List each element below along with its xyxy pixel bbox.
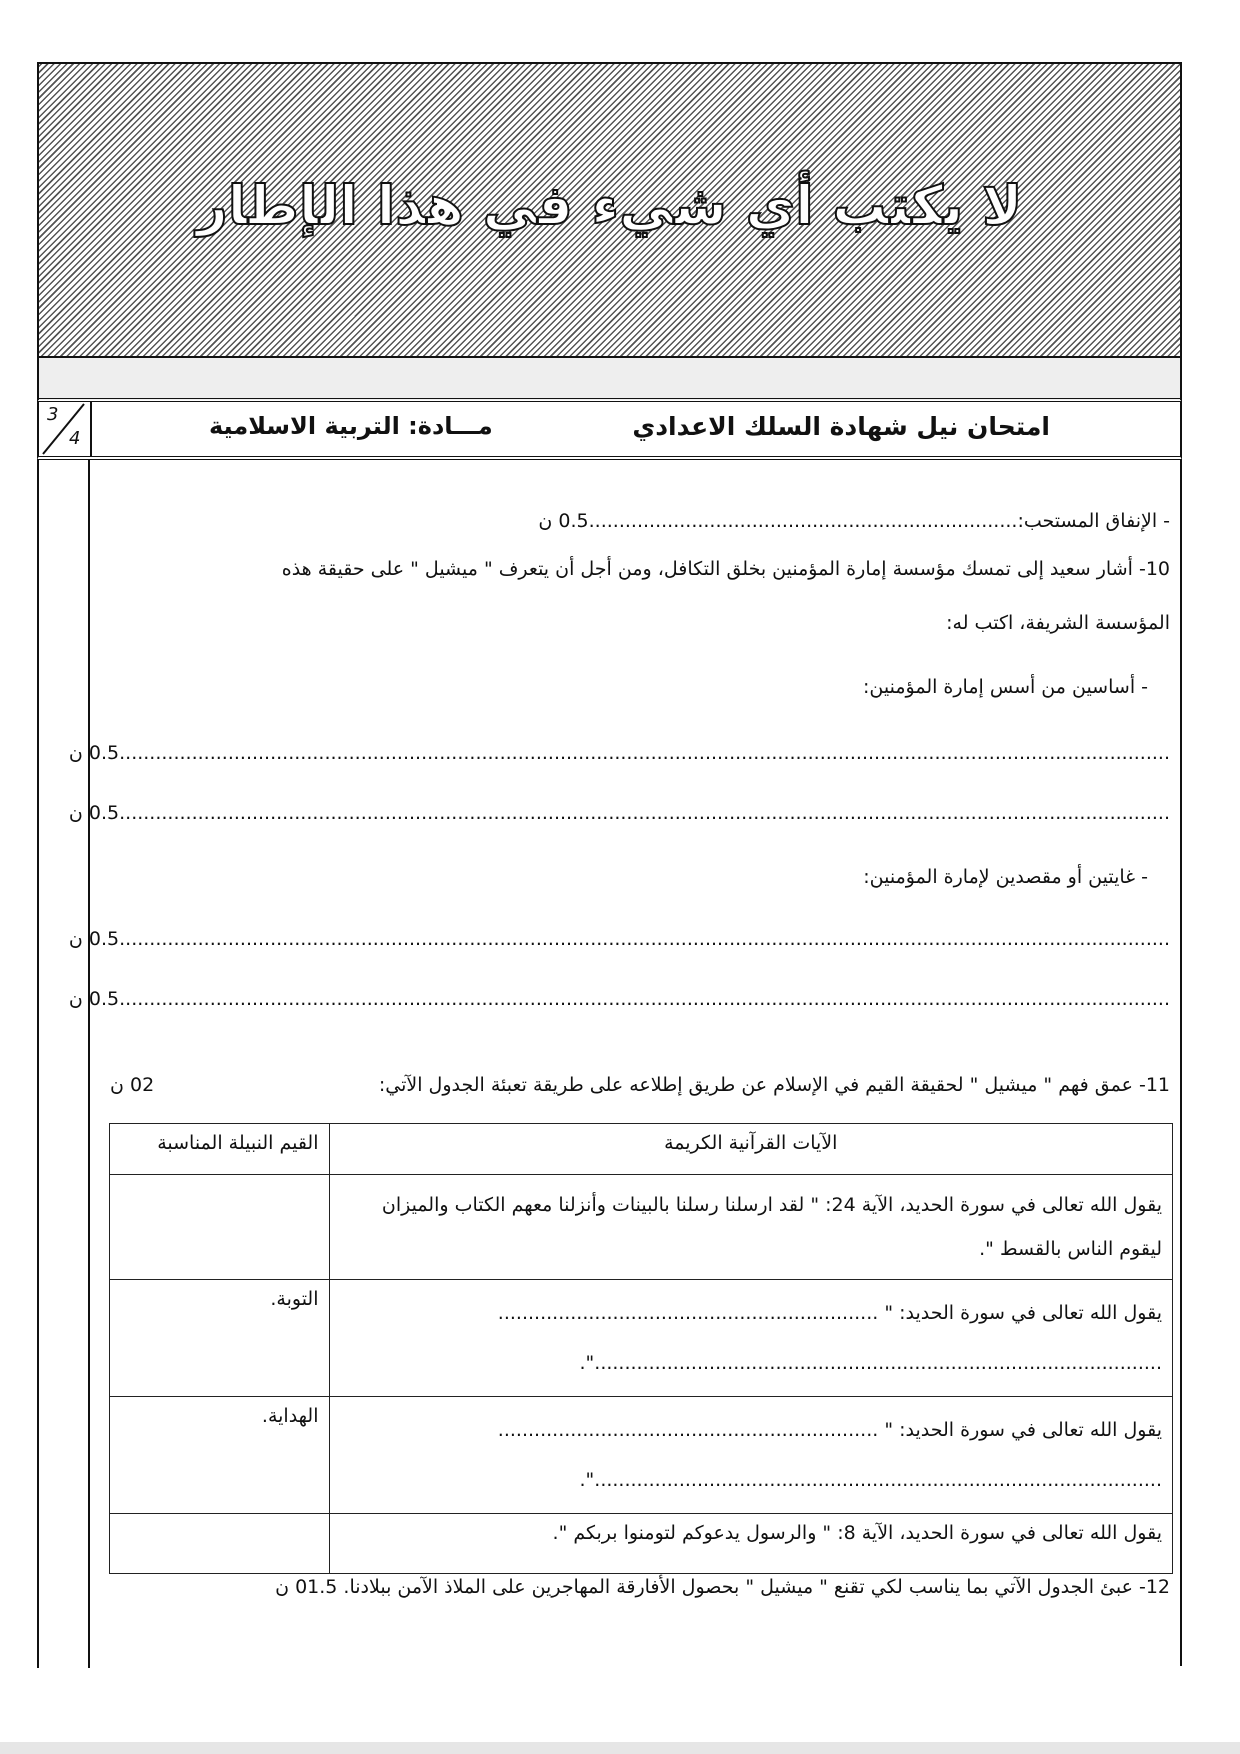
page-number: 3 [47,404,59,425]
exam-header [37,398,1182,460]
question-11: 11- عمق فهم " ميشيل " لحقيقة القيم في الإسلام عن طريق إطلاعه على طريقة تعبئة الجدول الآتي: [378,1074,1170,1096]
verse-cell[interactable]: يقول الله تعالى في سورة الحديد: " ............................................................... ..............................................................................................". [329,1280,1173,1397]
exam-subject: مـــادة: التربية الاسلامية [209,412,493,440]
question-10: 10- أشار سعيد إلى تمسك مؤسسة إمارة المؤمنين بخلق التكافل، ومن أجل أن يتعرف " ميشيل " على حقيقة هذه [281,558,1170,580]
left-margin-line [37,460,39,1668]
answer-line-4[interactable]: ..............................................................................................................................................................................0.5 ن [68,988,1170,1010]
table-row [110,1280,1173,1397]
gray-band [37,358,1182,400]
header-values: القيم النبيلة المناسبة [110,1124,330,1175]
value-cell[interactable] [110,1514,330,1574]
exam-title: امتحان نيل شهادة السلك الاعدادي [632,412,1050,441]
page-total: 4 [69,428,81,449]
answer-line-2[interactable]: ..............................................................................................................................................................................0.5 ن [68,802,1170,824]
right-border-line [1180,460,1182,1666]
margin-column-line [88,460,90,1668]
value-cell[interactable] [110,1175,330,1280]
value-cell: التوبة. [110,1280,330,1397]
scan-edge [0,1742,1240,1754]
no-write-title: لا يكتب أي شيء في هذا الإطار [196,174,1023,237]
verses-values-table [109,1123,1173,1574]
question-11-score: 02 ن [110,1074,155,1096]
answer-line-1[interactable]: ..............................................................................................................................................................................0.5 ن [68,742,1170,764]
table-row [110,1397,1173,1514]
table-row [110,1514,1173,1574]
question-12: 12- عبئ الجدول الآتي بما يناسب لكي تقنع " ميشيل " بحصول الأفارقة المهاجرين على الملاذ الآمن ببلادنا. 01.5 ن [275,1576,1170,1598]
question-10-cont: المؤسسة الشريفة، اكتب له: [946,612,1170,634]
verse-cell[interactable]: يقول الله تعالى في سورة الحديد: " ............................................................... ..............................................................................................". [329,1397,1173,1514]
verse-cell: يقول الله تعالى في سورة الحديد، الآية 8: " والرسول يدعوكم لتومنوا بربكم ". [329,1514,1173,1574]
table-row [110,1175,1173,1280]
sub-question-foundations: - أساسين من أسس إمارة المؤمنين: [863,676,1148,698]
table-header-row [110,1124,1173,1175]
value-cell: الهداية. [110,1397,330,1514]
spending-line[interactable]: - الإنفاق المستحب:.......................................................................0.5 ن [538,510,1170,532]
no-write-zone [37,62,1182,358]
sub-question-goals: - غايتين أو مقصدين لإمارة المؤمنين: [863,866,1148,888]
verse-cell: يقول الله تعالى في سورة الحديد، الآية 24: " لقد ارسلنا رسلنا بالبينات وأنزلنا معهم الكتاب والميزان ليقوم الناس بالقسط ". [329,1175,1173,1280]
answer-line-3[interactable]: ..............................................................................................................................................................................0.5 ن [68,928,1170,950]
header-verses: الآيات القرآنية الكريمة [329,1124,1173,1175]
